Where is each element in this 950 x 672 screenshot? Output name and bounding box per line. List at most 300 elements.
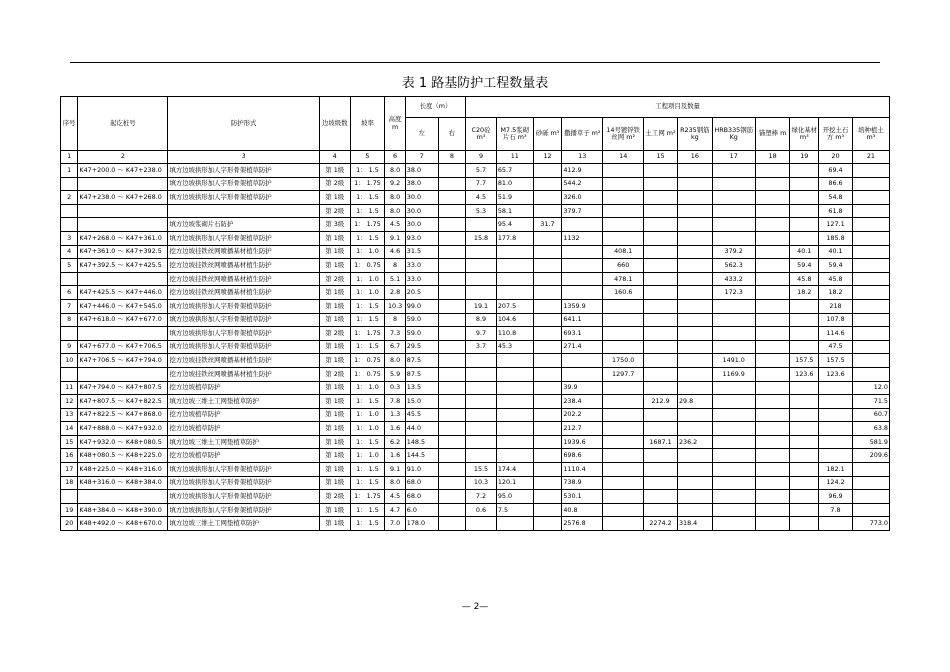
cell-hrb335 xyxy=(712,164,755,178)
cell-slope-level: 第 2级 xyxy=(319,327,350,341)
cell-slope-level: 第 1级 xyxy=(319,408,350,422)
cell-grass xyxy=(562,245,603,259)
cell-wire xyxy=(603,164,644,178)
cell-anchor xyxy=(755,340,790,354)
table-row xyxy=(61,381,890,395)
cell-greening xyxy=(790,340,819,354)
cell-length-left: 33.0 xyxy=(405,259,438,273)
cell-geonet xyxy=(644,422,678,436)
cell-station: K48+225.0 ～ K48+316.0 xyxy=(78,463,168,477)
cell-length-left: 93.0 xyxy=(405,231,438,245)
cell-anchor xyxy=(755,245,790,259)
table-row xyxy=(61,245,890,259)
cell-slope-ratio: 1： 1.5 xyxy=(350,191,385,205)
header-geonet: 土工网 m² xyxy=(644,118,678,151)
cell-length-right xyxy=(438,204,466,218)
cell-m75 xyxy=(496,395,533,409)
cell-station xyxy=(78,327,168,341)
cell-length-right xyxy=(438,381,466,395)
cell-form: 挖方边坡挂铁丝网喷播基材植生防护 xyxy=(168,286,319,300)
cell-length-right xyxy=(438,354,466,368)
cell-wire xyxy=(603,517,644,531)
cell-c20 xyxy=(466,272,497,286)
cell-geonet xyxy=(644,245,678,259)
header-seq: 序号 xyxy=(61,97,78,151)
cell-c20: 10.3 xyxy=(466,476,497,490)
cell-seq: 11 xyxy=(61,381,78,395)
cell-m75: 7.5 xyxy=(496,503,533,517)
cell-geonet xyxy=(644,286,678,300)
cell-slope-ratio: 1： 1.75 xyxy=(350,490,385,504)
page-title: 表 1 路基防护工程数量表 xyxy=(401,76,549,91)
header-planting: 培种植土 m³ xyxy=(852,118,889,151)
cell-m75: 104.6 xyxy=(496,313,533,327)
cell-grass: 379.7 xyxy=(562,204,603,218)
cell-wire xyxy=(603,490,644,504)
cell-length-left: 13.5 xyxy=(405,381,438,395)
cell-gravel xyxy=(533,286,562,300)
cell-grass: 271.4 xyxy=(562,340,603,354)
cell-greening xyxy=(790,422,819,436)
cell-planting xyxy=(852,503,889,517)
cell-c20: 15.8 xyxy=(466,231,497,245)
cell-seq: 4 xyxy=(61,245,78,259)
cell-height: 1.6 xyxy=(385,449,405,463)
cell-m75 xyxy=(496,245,533,259)
cell-gravel xyxy=(533,367,562,381)
table-row xyxy=(61,435,890,449)
cell-geonet xyxy=(644,177,678,191)
cell-length-right xyxy=(438,367,466,381)
cell-height: 1.3 xyxy=(385,408,405,422)
quantity-table xyxy=(60,96,890,531)
cell-seq: 2 xyxy=(61,191,78,205)
column-number: 2 xyxy=(78,151,168,164)
cell-hrb335 xyxy=(712,435,755,449)
cell-gravel xyxy=(533,408,562,422)
cell-form: 挖方边坡挂铁丝网喷播基材植生防护 xyxy=(168,245,319,259)
cell-m75 xyxy=(496,422,533,436)
cell-slope-ratio: 1： 1.75 xyxy=(350,327,385,341)
cell-planting xyxy=(852,191,889,205)
cell-length-right xyxy=(438,218,466,232)
cell-greening: 45.8 xyxy=(790,272,819,286)
cell-anchor xyxy=(755,231,790,245)
header-m75: M7.5浆砌片石 m³ xyxy=(496,118,533,151)
cell-length-right xyxy=(438,231,466,245)
cell-geonet xyxy=(644,381,678,395)
cell-slope-level: 第 1级 xyxy=(319,395,350,409)
cell-grass: 1359.9 xyxy=(562,299,603,313)
cell-greening xyxy=(790,435,819,449)
cell-r235: 318.4 xyxy=(677,517,712,531)
cell-wire: 408.1 xyxy=(603,245,644,259)
cell-gravel xyxy=(533,313,562,327)
header-gravel: 砂砾 m³ xyxy=(533,118,562,151)
cell-excavation xyxy=(819,435,853,449)
column-number: 1 xyxy=(61,151,78,164)
cell-hrb335 xyxy=(712,408,755,422)
column-number: 13 xyxy=(562,151,603,164)
cell-r235 xyxy=(677,367,712,381)
cell-grass: 238.4 xyxy=(562,395,603,409)
column-number: 15 xyxy=(644,151,678,164)
cell-station xyxy=(78,490,168,504)
cell-r235 xyxy=(677,503,712,517)
column-number: 3 xyxy=(168,151,319,164)
cell-excavation: 59.4 xyxy=(819,259,853,273)
cell-grass xyxy=(562,286,603,300)
cell-seq: 10 xyxy=(61,354,78,368)
cell-planting xyxy=(852,204,889,218)
cell-planting xyxy=(852,463,889,477)
cell-gravel xyxy=(533,381,562,395)
cell-planting xyxy=(852,490,889,504)
cell-length-right xyxy=(438,408,466,422)
cell-excavation: 124.2 xyxy=(819,476,853,490)
cell-excavation: 157.5 xyxy=(819,354,853,368)
cell-seq xyxy=(61,367,78,381)
cell-seq: 18 xyxy=(61,476,78,490)
cell-form: 填方边坡拱形加人字形骨架植草防护 xyxy=(168,476,319,490)
cell-geonet: 212.9 xyxy=(644,395,678,409)
cell-planting xyxy=(852,286,889,300)
table-row xyxy=(61,177,890,191)
cell-seq: 20 xyxy=(61,517,78,531)
cell-m75: 81.0 xyxy=(496,177,533,191)
cell-slope-ratio: 1： 1.5 xyxy=(350,231,385,245)
cell-length-left: 33.0 xyxy=(405,272,438,286)
cell-planting: 773.0 xyxy=(852,517,889,531)
cell-excavation xyxy=(819,408,853,422)
cell-gravel xyxy=(533,299,562,313)
cell-geonet xyxy=(644,231,678,245)
cell-hrb335 xyxy=(712,299,755,313)
cell-c20 xyxy=(466,435,497,449)
cell-anchor xyxy=(755,517,790,531)
cell-c20 xyxy=(466,408,497,422)
cell-slope-level: 第 3级 xyxy=(319,218,350,232)
cell-gravel xyxy=(533,177,562,191)
cell-m75: 95.4 xyxy=(496,218,533,232)
cell-form: 挖方边坡挂铁丝网喷播基材植生防护 xyxy=(168,272,319,286)
cell-excavation: 69.4 xyxy=(819,164,853,178)
cell-anchor xyxy=(755,191,790,205)
cell-gravel xyxy=(533,259,562,273)
cell-r235: 236.2 xyxy=(677,435,712,449)
cell-hrb335: 1169.9 xyxy=(712,367,755,381)
cell-slope-level: 第 2级 xyxy=(319,367,350,381)
cell-wire: 1297.7 xyxy=(603,367,644,381)
cell-greening xyxy=(790,177,819,191)
cell-c20 xyxy=(466,367,497,381)
cell-wire xyxy=(603,408,644,422)
cell-form: 填方边坡拱形加人字形骨架植草防护 xyxy=(168,503,319,517)
cell-c20 xyxy=(466,245,497,259)
cell-anchor xyxy=(755,367,790,381)
cell-station: K47+807.5 ～ K47+822.5 xyxy=(78,395,168,409)
cell-height: 5.1 xyxy=(385,272,405,286)
cell-hrb335 xyxy=(712,449,755,463)
cell-r235 xyxy=(677,463,712,477)
cell-seq: 1 xyxy=(61,164,78,178)
cell-gravel xyxy=(533,517,562,531)
cell-wire: 1750.0 xyxy=(603,354,644,368)
cell-form: 填方边坡拱形加人字形骨架植草防护 xyxy=(168,340,319,354)
cell-station: K47+425.5 ～ K47+446.0 xyxy=(78,286,168,300)
cell-c20: 8.9 xyxy=(466,313,497,327)
cell-geonet xyxy=(644,272,678,286)
cell-slope-level: 第 1级 xyxy=(319,313,350,327)
cell-height: 6.7 xyxy=(385,340,405,354)
cell-greening xyxy=(790,503,819,517)
cell-seq: 19 xyxy=(61,503,78,517)
cell-hrb335 xyxy=(712,517,755,531)
cell-slope-ratio: 1： 1.5 xyxy=(350,517,385,531)
cell-grass: 212.7 xyxy=(562,422,603,436)
cell-station: K47+392.5 ～ K47+425.5 xyxy=(78,259,168,273)
cell-m75 xyxy=(496,381,533,395)
table-row xyxy=(61,449,890,463)
cell-length-right xyxy=(438,327,466,341)
cell-station: K47+822.5 ～ K47+868.0 xyxy=(78,408,168,422)
cell-seq: 9 xyxy=(61,340,78,354)
cell-seq xyxy=(61,204,78,218)
cell-excavation: 61.8 xyxy=(819,204,853,218)
table-row xyxy=(61,408,890,422)
header-height: 高度 m xyxy=(385,97,405,151)
cell-geonet xyxy=(644,476,678,490)
cell-length-right xyxy=(438,449,466,463)
table-row xyxy=(61,327,890,341)
cell-form: 填方边坡拱形加人字形骨架植草防护 xyxy=(168,327,319,341)
column-number: 6 xyxy=(385,151,405,164)
cell-hrb335 xyxy=(712,231,755,245)
cell-greening xyxy=(790,164,819,178)
table-row xyxy=(61,395,890,409)
cell-station: K47+361.0 ～ K47+392.5 xyxy=(78,245,168,259)
cell-c20: 3.7 xyxy=(466,340,497,354)
cell-slope-ratio: 1： 1.0 xyxy=(350,449,385,463)
cell-form: 挖方边坡植草防护 xyxy=(168,422,319,436)
cell-form: 填方边坡拱形加人字形骨架植草防护 xyxy=(168,313,319,327)
cell-length-left: 38.0 xyxy=(405,164,438,178)
cell-station: K47+677.0 ～ K47+706.5 xyxy=(78,340,168,354)
cell-greening xyxy=(790,191,819,205)
cell-gravel xyxy=(533,340,562,354)
cell-geonet xyxy=(644,327,678,341)
cell-slope-ratio: 1： 1.0 xyxy=(350,408,385,422)
cell-gravel xyxy=(533,422,562,436)
cell-c20: 9.7 xyxy=(466,327,497,341)
cell-height: 7.0 xyxy=(385,517,405,531)
column-number: 16 xyxy=(677,151,712,164)
column-number: 18 xyxy=(755,151,790,164)
cell-station: K47+618.0 ～ K47+677.0 xyxy=(78,313,168,327)
cell-length-right xyxy=(438,259,466,273)
cell-planting xyxy=(852,340,889,354)
table-row xyxy=(61,259,890,273)
table-row xyxy=(61,463,890,477)
cell-greening xyxy=(790,395,819,409)
cell-seq: 7 xyxy=(61,299,78,313)
header-wire: 14号镀锌铁丝网 m² xyxy=(603,118,644,151)
cell-grass: 39.9 xyxy=(562,381,603,395)
cell-slope-level: 第 1级 xyxy=(319,435,350,449)
cell-r235 xyxy=(677,177,712,191)
cell-excavation: 185.8 xyxy=(819,231,853,245)
cell-slope-ratio: 1： 1.75 xyxy=(350,218,385,232)
cell-excavation: 114.6 xyxy=(819,327,853,341)
cell-gravel xyxy=(533,503,562,517)
cell-station: K47+888.0 ～ K47+932.0 xyxy=(78,422,168,436)
cell-hrb335 xyxy=(712,313,755,327)
cell-wire xyxy=(603,381,644,395)
cell-length-right xyxy=(438,245,466,259)
cell-anchor xyxy=(755,422,790,436)
cell-form: 填方边坡拱形加人字形骨架植草防护 xyxy=(168,463,319,477)
cell-geonet: 1687.1 xyxy=(644,435,678,449)
cell-r235 xyxy=(677,164,712,178)
cell-planting xyxy=(852,164,889,178)
cell-form xyxy=(168,204,319,218)
cell-slope-ratio: 1： 1.5 xyxy=(350,395,385,409)
cell-anchor xyxy=(755,395,790,409)
cell-m75: 95.0 xyxy=(496,490,533,504)
cell-r235 xyxy=(677,191,712,205)
cell-form: 填方边坡拱形加人字形骨架植草防护 xyxy=(168,231,319,245)
cell-gravel xyxy=(533,354,562,368)
cell-r235 xyxy=(677,231,712,245)
cell-grass xyxy=(562,354,603,368)
cell-slope-ratio: 1： 1.0 xyxy=(350,272,385,286)
header-length: 长度（m） xyxy=(405,97,465,118)
cell-excavation: 96.9 xyxy=(819,490,853,504)
cell-anchor xyxy=(755,408,790,422)
header-length-left: 左 xyxy=(405,118,438,151)
cell-anchor xyxy=(755,476,790,490)
cell-anchor xyxy=(755,177,790,191)
cell-geonet: 2274.2 xyxy=(644,517,678,531)
cell-length-left: 6.0 xyxy=(405,503,438,517)
cell-length-left: 59.0 xyxy=(405,313,438,327)
cell-slope-ratio: 1： 1.5 xyxy=(350,435,385,449)
header-c20: C20砼 m³ xyxy=(466,118,497,151)
cell-hrb335: 433.2 xyxy=(712,272,755,286)
cell-length-right xyxy=(438,177,466,191)
table-row xyxy=(61,218,890,232)
cell-excavation: 40.1 xyxy=(819,245,853,259)
cell-wire xyxy=(603,177,644,191)
cell-length-right xyxy=(438,490,466,504)
cell-station: K47+932.0 ～ K48+080.5 xyxy=(78,435,168,449)
cell-length-right xyxy=(438,463,466,477)
cell-m75: 174.4 xyxy=(496,463,533,477)
cell-grass: 641.1 xyxy=(562,313,603,327)
cell-slope-level: 第 1级 xyxy=(319,231,350,245)
cell-slope-ratio: 1： 1.5 xyxy=(350,503,385,517)
column-number: 9 xyxy=(466,151,497,164)
cell-hrb335 xyxy=(712,503,755,517)
cell-r235 xyxy=(677,340,712,354)
cell-geonet xyxy=(644,204,678,218)
header-items: 工程项目及数量 xyxy=(466,97,890,118)
cell-slope-level: 第 2级 xyxy=(319,177,350,191)
header-grass: 撒播草子 m² xyxy=(562,118,603,151)
table-row xyxy=(61,476,890,490)
cell-wire xyxy=(603,327,644,341)
column-number: 8 xyxy=(438,151,466,164)
cell-m75: 58.1 xyxy=(496,204,533,218)
cell-slope-ratio: 1： 1.5 xyxy=(350,340,385,354)
column-number: 17 xyxy=(712,151,755,164)
cell-greening xyxy=(790,517,819,531)
cell-height: 9.2 xyxy=(385,177,405,191)
cell-station: K48+316.0 ～ K48+384.0 xyxy=(78,476,168,490)
cell-grass: 1939.6 xyxy=(562,435,603,449)
cell-height: 8.0 xyxy=(385,191,405,205)
cell-greening: 40.1 xyxy=(790,245,819,259)
cell-slope-level: 第 2级 xyxy=(319,490,350,504)
cell-m75: 51.9 xyxy=(496,191,533,205)
cell-planting: 209.6 xyxy=(852,449,889,463)
cell-geonet xyxy=(644,164,678,178)
cell-length-left: 178.0 xyxy=(405,517,438,531)
cell-planting: 60.7 xyxy=(852,408,889,422)
cell-height: 4.5 xyxy=(385,490,405,504)
cell-form: 挖方边坡挂铁丝网喷播基材植生防护 xyxy=(168,367,319,381)
table-row xyxy=(61,272,890,286)
cell-excavation: 107.8 xyxy=(819,313,853,327)
cell-height: 8.0 xyxy=(385,164,405,178)
cell-planting xyxy=(852,313,889,327)
table-row xyxy=(61,354,890,368)
cell-length-right xyxy=(438,272,466,286)
header-length-right: 右 xyxy=(438,118,466,151)
table-row xyxy=(61,191,890,205)
cell-height: 8 xyxy=(385,259,405,273)
cell-length-left: 68.0 xyxy=(405,476,438,490)
cell-excavation: 47.5 xyxy=(819,340,853,354)
cell-wire xyxy=(603,503,644,517)
cell-gravel xyxy=(533,476,562,490)
cell-m75: 120.1 xyxy=(496,476,533,490)
table-row xyxy=(61,367,890,381)
cell-slope-ratio: 1： 1.5 xyxy=(350,164,385,178)
cell-length-left: 59.0 xyxy=(405,327,438,341)
cell-c20: 5.7 xyxy=(466,164,497,178)
cell-greening xyxy=(790,463,819,477)
cell-length-left: 144.5 xyxy=(405,449,438,463)
cell-greening: 18.2 xyxy=(790,286,819,300)
cell-c20 xyxy=(466,286,497,300)
cell-height: 8.0 xyxy=(385,204,405,218)
cell-anchor xyxy=(755,503,790,517)
table-row xyxy=(61,490,890,504)
cell-anchor xyxy=(755,490,790,504)
cell-m75 xyxy=(496,449,533,463)
cell-station: K47+446.0 ～ K47+545.0 xyxy=(78,299,168,313)
table-row xyxy=(61,286,890,300)
cell-wire xyxy=(603,299,644,313)
cell-greening xyxy=(790,218,819,232)
cell-r235 xyxy=(677,245,712,259)
page-number: — 2— xyxy=(461,602,489,612)
cell-slope-level: 第 2级 xyxy=(319,204,350,218)
cell-gravel xyxy=(533,191,562,205)
cell-anchor xyxy=(755,299,790,313)
cell-planting: 12.0 xyxy=(852,381,889,395)
